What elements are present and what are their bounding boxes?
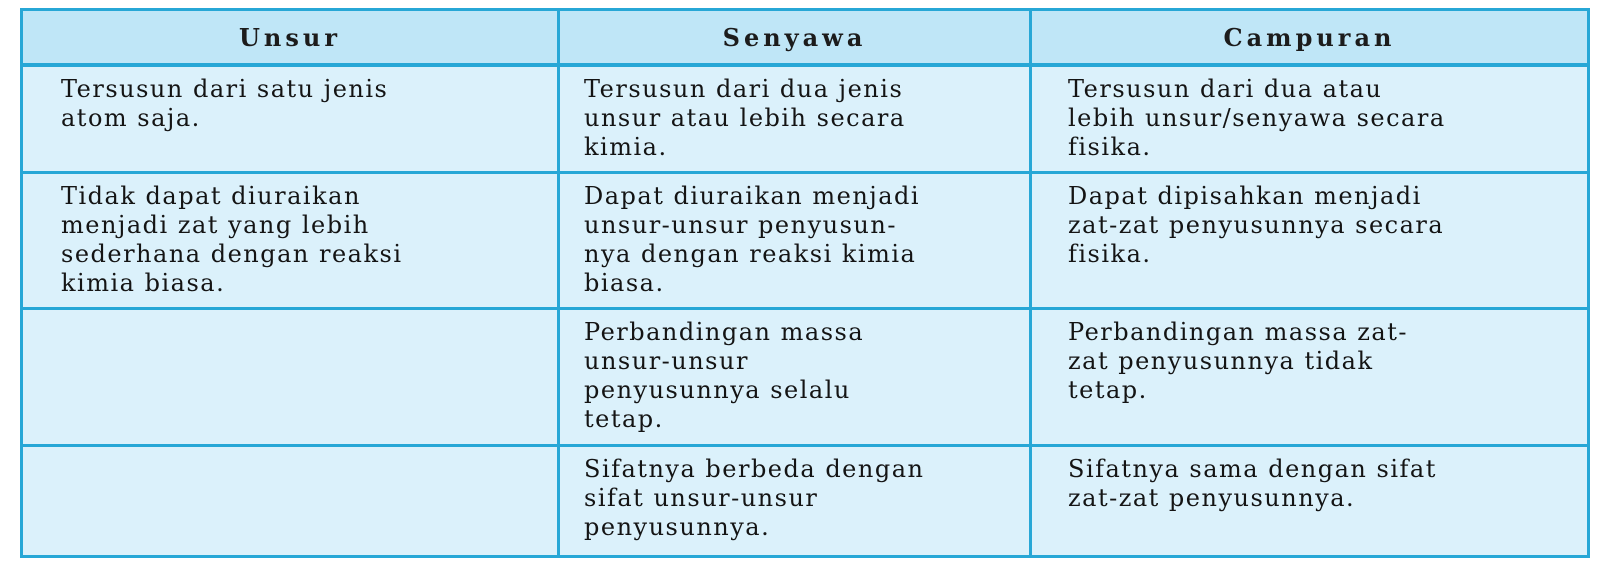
table-header-row [23, 11, 1587, 63]
table-cell: Dapat diuraikan menjadi unsur-unsur penyusun- nya dengan reaksi kimia biasa. [560, 174, 1029, 307]
column-header-unsur: Unsur [23, 11, 557, 63]
table-cell [23, 447, 557, 555]
table-cell: Tersusun dari satu jenis atom saja. [23, 67, 557, 171]
table-cell: Dapat dipisahkan menjadi zat-zat penyusunnya secara fisika. [1032, 174, 1587, 307]
table-cell: Sifatnya sama dengan sifat zat-zat penyusunnya. [1032, 447, 1587, 555]
table-cell: Perbandingan massa zat- zat penyusunnya tidak tetap. [1032, 310, 1587, 444]
column-header-campuran: Campuran [1032, 11, 1587, 63]
table-cell: Tersusun dari dua atau lebih unsur/senyawa secara fisika. [1032, 67, 1587, 171]
comparison-table [20, 8, 1590, 558]
table-cell: Tidak dapat diuraikan menjadi zat yang lebih sederhana dengan reaksi kimia biasa. [23, 174, 557, 307]
table-cell: Sifatnya berbeda dengan sifat unsur-unsur penyusunnya. [560, 447, 1029, 555]
table-cell: Perbandingan massa unsur-unsur penyusunnya selalu tetap. [560, 310, 1029, 444]
table-cell [23, 310, 557, 444]
column-header-senyawa: Senyawa [560, 11, 1029, 63]
table-body [23, 67, 1587, 555]
table-cell: Tersusun dari dua jenis unsur atau lebih secara kimia. [560, 67, 1029, 171]
